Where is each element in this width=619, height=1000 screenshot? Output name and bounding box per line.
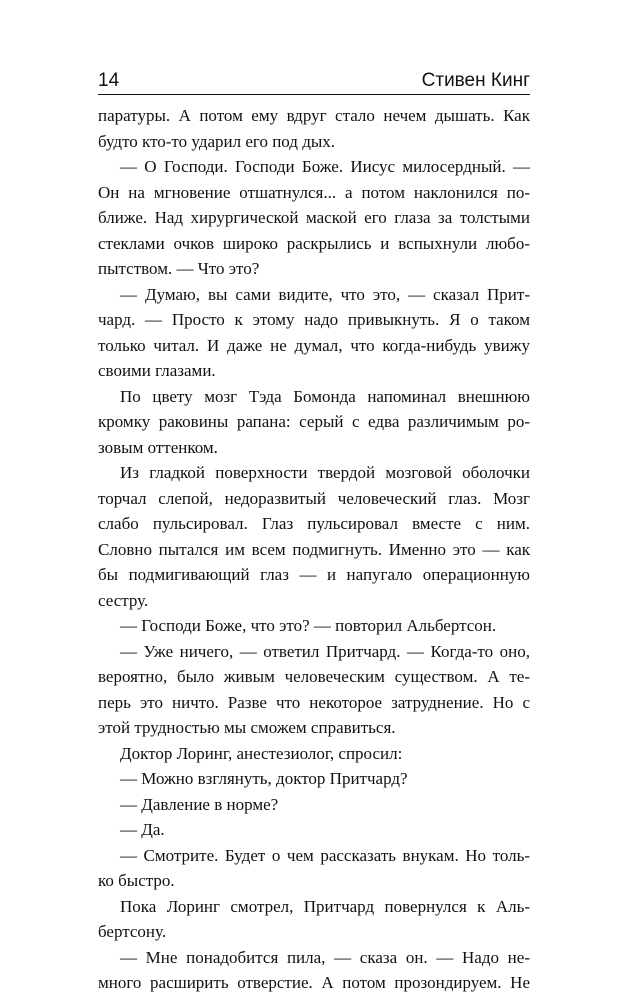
- text-line: стеклами очков широко раскрылись и вспыхнули любо-: [98, 233, 530, 253]
- text-line: — Господи Боже, что это? — повторил Альбертсон.: [120, 616, 497, 635]
- paragraph: [98, 282, 530, 384]
- text-line: будто кто-то ударил его под дых.: [98, 131, 336, 151]
- header-rule: [98, 94, 530, 95]
- text-line: — О Господи. Господи Боже. Иисус милосердный. —: [120, 157, 530, 176]
- paragraph: [98, 639, 530, 741]
- text-line: этой трудностью мы сможем справиться.: [98, 718, 396, 737]
- paragraph: [98, 843, 530, 894]
- text-line: — Да.: [120, 820, 165, 839]
- text-body: [98, 103, 530, 996]
- text-line: своими глазами.: [98, 361, 216, 380]
- paragraph: [98, 460, 530, 613]
- text-line: — Думаю, вы сами видите, что это, — сказал Прит-: [120, 284, 530, 304]
- text-line: Из гладкой поверхности твердой мозговой оболочки: [120, 463, 530, 482]
- text-line: паратуры. А потом ему вдруг стало нечем дышать. Как: [98, 106, 530, 125]
- text-line: только читал. И даже не думал, что когда-нибудь увижу: [98, 335, 530, 355]
- text-line: По цвету мозг Тэда Бомонда напоминал внешнюю: [120, 386, 530, 406]
- text-line: пытством. — Что это?: [98, 259, 260, 278]
- text-line: сестру.: [98, 590, 149, 610]
- text-line: кромку раковины рапана: серый с едва различимым ро-: [98, 412, 530, 431]
- paragraph: [98, 817, 530, 843]
- text-line: бертсону.: [98, 922, 167, 941]
- paragraph: [98, 945, 530, 996]
- page-number: 14: [98, 70, 120, 91]
- text-line: Пока Лоринг смотрел, Притчард повернулся к Аль-: [120, 896, 530, 916]
- paragraph: [98, 103, 530, 154]
- text-line: — Давление в норме?: [120, 794, 279, 814]
- running-title: Стивен Кинг: [421, 70, 530, 91]
- text-line: чард. — Просто к этому надо привыкнуть. Я о таком: [98, 310, 530, 329]
- paragraph: [98, 613, 530, 639]
- text-line: — Мне понадобится пила, — сказа он. — Надо не-: [120, 947, 530, 967]
- text-line: ближе. Над хирургической маской его глаза за толстыми: [98, 208, 530, 227]
- paragraph: [98, 384, 530, 461]
- text-line: перь это ничто. Разве что некоторое затруднение. Но с: [98, 692, 530, 712]
- text-line: ко быстро.: [98, 871, 175, 890]
- text-line: Доктор Лоринг, анестезиолог, спросил:: [120, 743, 403, 763]
- text-line: Словно пытался им всем подмигнуть. Именно это — как: [98, 539, 530, 559]
- paragraph: [98, 894, 530, 945]
- text-line: — Смотрите. Будет о чем рассказать внукам. Но толь-: [120, 845, 530, 865]
- text-line: зовым оттенком.: [98, 437, 218, 457]
- text-line: торчал слепой, недоразвитый человеческий глаз. Мозг: [98, 488, 530, 508]
- text-line: — Уже ничего, — ответил Притчард. — Когда-то оно,: [120, 641, 530, 661]
- paragraph: [98, 154, 530, 282]
- page-header: [98, 70, 530, 94]
- text-line: слабо пульсировал. Глаз пульсировал вместе с ним.: [98, 514, 530, 533]
- text-line: много расширить отверстие. А потом прозондируем. Не: [98, 973, 530, 992]
- text-line: вероятно, было живым человеческим существом. А те-: [98, 667, 530, 686]
- text-line: бы подмигивающий глаз — и напугало операционную: [98, 565, 530, 584]
- paragraph: [98, 741, 530, 767]
- text-line: Он на мгновение отшатнулся... а потом наклонился по-: [98, 182, 530, 202]
- paragraph: [98, 766, 530, 792]
- text-line: — Можно взглянуть, доктор Притчард?: [120, 769, 408, 788]
- paragraph: [98, 792, 530, 818]
